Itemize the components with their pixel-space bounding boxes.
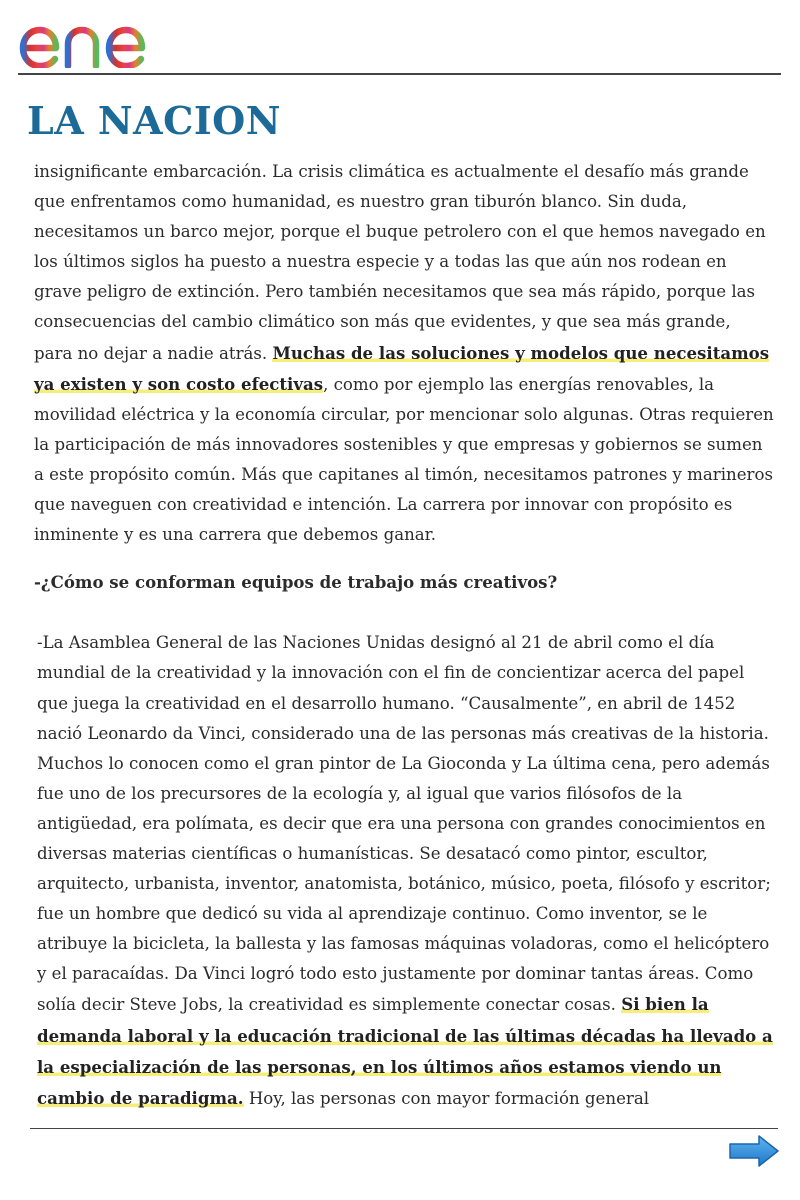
paragraph-text: insignificante embarcación. La crisis climática es actualmente el desafío más grande que enfrentamos como humanidad, es nuestro gran tiburón blanco. Sin duda, necesitamos un barco mejor, porque el buque petrolero con el que hemos navegado en los últimos siglos ha puesto a nuestra especie y a todas las que aún nos rodean en grave peligro de extinción. Pero también necesitamos que sea más rápido, porque las consecuencias del cambio climático son más que evidentes, y que sea más grande, para no dejar a nadie atrás. [34, 162, 766, 363]
masthead-title: LA NACION [27, 98, 282, 143]
article-paragraph [34, 628, 774, 1114]
enel-logo [18, 6, 193, 68]
paragraph-text: Hoy, las personas con mayor formación general [243, 1088, 650, 1108]
right-arrow-icon[interactable] [727, 1134, 781, 1168]
highlighted-text: Muchas de las soluciones y modelos que necesitamos ya existen y son costo efectivas [34, 342, 770, 394]
header-divider [18, 73, 781, 75]
paragraph-text: -La Asamblea General de las Naciones Unidas designó al 21 de abril como el día mundial de la creatividad y la innovación con el fin de concientizar acerca del papel que juega la creatividad en el desarrollo humano. “Causalmente”, en abril de 1452 nació Leonardo da Vinci, considerado una de las personas más creativas de la historia. Muchos lo conocen como el gran pintor de La Gioconda y La última cena, pero además fue uno de los precursores de la ecología y, al igual que varios filósofos de la antigüedad, era polímata, es decir que era una persona con grandes conocimientos en diversas materias científicas o humanísticas. Se desatacó como pintor, escultor, arquitecto, urbanista, inventor, anatomista, botánico, músico, poeta, filósofo y escritor; fue un hombre que dedicó su vida al aprendizaje continuo. Como inventor, se le atribuye la bicicleta, la ballesta y las famosas máquinas voladoras, como el helicóptero y el paracaídas. Da Vinci logró todo esto justamente por dominar tantas áreas. Como solía decir Steve Jobs, la creatividad es simplemente conectar cosas. [37, 633, 771, 1015]
article-paragraph [34, 157, 774, 550]
highlighted-text: Si bien la demanda laboral y la educación tradicional de las últimas décadas ha llevado a la especialización de las personas, en los últimos años estamos viendo un cambio de paradigma. [37, 994, 773, 1108]
footer-divider [30, 1128, 778, 1129]
page-header [0, 0, 800, 76]
interview-question: -¿Cómo se conforman equipos de trabajo más creativos? [34, 572, 558, 593]
paragraph-text: , como por ejemplo las energías renovables, la movilidad eléctrica y la economía circular, por mencionar solo algunas. Otras requieren la participación de más innovadores sostenibles y que empresas y gobiernos se sumen a este propósito común. Más que capitanes al timón, necesitamos patrones y marineros que naveguen con creatividad e intención. La carrera por innovar con propósito es inminente y es una carrera que debemos ganar. [34, 374, 774, 545]
article-body [34, 157, 774, 1114]
